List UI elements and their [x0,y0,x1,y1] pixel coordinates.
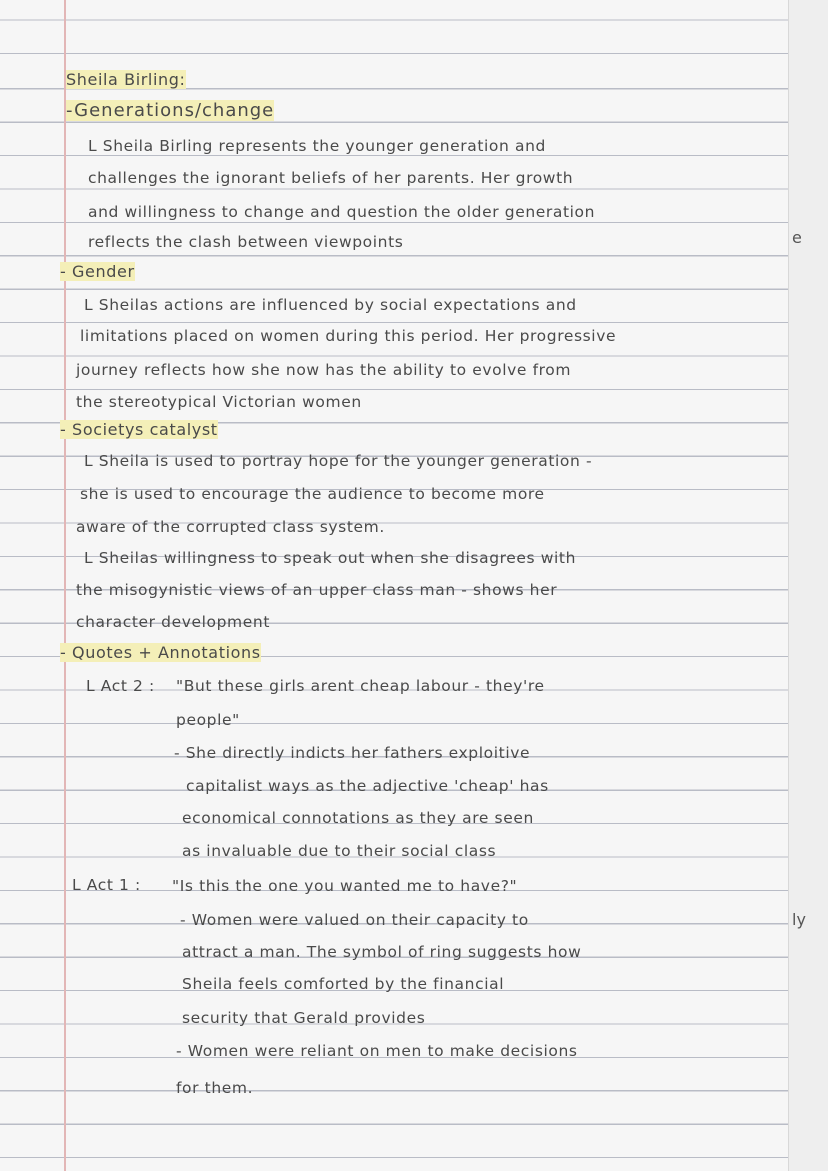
annotation-line: capitalist ways as the adjective 'cheap' has [186,777,549,795]
page-title: Sheila Birling: [66,70,186,89]
act2-label: L Act 2 : [86,677,155,695]
annotation-line: - Women were valued on their capacity to [180,911,529,929]
next-page-edge [788,0,828,1171]
generations-heading: -Generations/change [66,100,275,121]
annotation-line: attract a man. The symbol of ring suggests how [182,943,582,961]
text-line: and willingness to change and question the older generation [88,203,596,221]
act1-label: L Act 1 : [72,876,141,894]
text-line: limitations placed on women during this period. Her progressive [80,327,617,345]
text-line: L Sheila is used to portray hope for the younger generation - [84,452,593,470]
annotation-line: economical connotations as they are seen [182,809,534,827]
annotation-line: Sheila feels comforted by the financial [182,975,505,993]
gender-heading: - Gender [60,262,135,281]
text-line: journey reflects how she now has the ability to evolve from [76,361,572,379]
text-line: reflects the clash between viewpoints [88,233,404,251]
text-line: the stereotypical Victorian women [76,393,362,411]
text-line: challenges the ignorant beliefs of her parents. Her growth [88,169,574,187]
quote-line: people" [176,711,240,729]
margin-line [64,0,66,1171]
quotes-heading: - Quotes + Annotations [60,643,261,662]
text-line: she is used to encourage the audience to become more [80,485,545,503]
text-line: aware of the corrupted class system. [76,518,385,536]
text-line: the misogynistic views of an upper class man - shows her [76,581,558,599]
quote-line: "Is this the one you wanted me to have?" [172,877,518,895]
annotation-line: as invaluable due to their social class [182,842,497,860]
text-line: L Sheilas actions are influenced by social expectations and [84,296,577,314]
text-line: L Sheila Birling represents the younger generation and [88,137,546,155]
margin-mark: ly [792,910,806,929]
margin-mark: e [792,228,802,247]
text-line: character development [76,613,270,631]
catalyst-heading: - Societys catalyst [60,420,218,439]
annotation-line: security that Gerald provides [182,1009,426,1027]
annotation-line: - Women were reliant on men to make decisions [176,1042,578,1060]
quote-line: "But these girls arent cheap labour - they're [176,677,545,695]
annotation-line: - She directly indicts her fathers exploitive [174,744,531,762]
annotation-line: for them. [176,1079,254,1097]
text-line: L Sheilas willingness to speak out when she disagrees with [84,549,577,567]
